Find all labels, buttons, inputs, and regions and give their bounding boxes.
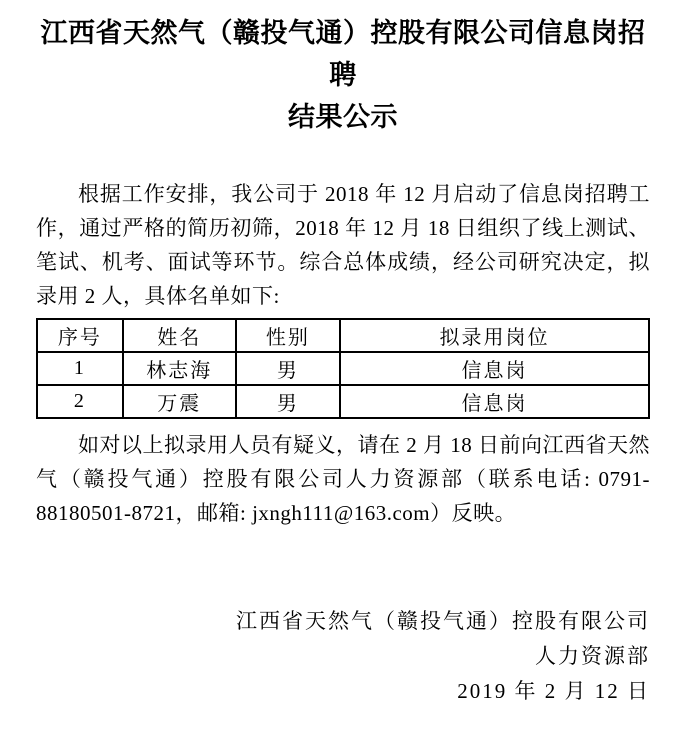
column-header-seq: 序号	[37, 319, 123, 352]
cell-seq: 2	[37, 385, 123, 418]
column-header-name: 姓名	[123, 319, 236, 352]
document-title	[36, 12, 650, 138]
cell-post: 信息岗	[340, 385, 649, 418]
objection-paragraph: 如对以上拟录用人员有疑义，请在 2 月 18 日前向江西省天然气（赣投气通）控股有限公司人力资源部（联系电话: 0791-88180501-8721，邮箱: jxngh111@163.com）反映。	[36, 433, 650, 525]
cell-gender: 男	[236, 385, 340, 418]
cell-name: 万震	[123, 385, 236, 418]
cell-post: 信息岗	[340, 352, 649, 385]
table-row	[37, 352, 649, 385]
title-line-1: 江西省天然气（赣投气通）控股有限公司信息岗招聘	[40, 18, 646, 90]
intro-paragraph: 根据工作安排，我公司于 2018 年 12 月启动了信息岗招聘工作，通过严格的简历初筛，2018 年 12 月 18 日组织了线上测试、笔试、机考、面试等环节。综合总体成绩，经公司研究决定，拟录用 2 人，具体名单如下:	[36, 182, 650, 308]
hire-result-table	[36, 318, 650, 419]
table-row	[37, 385, 649, 418]
cell-name: 林志海	[123, 352, 236, 385]
column-header-post: 拟录用岗位	[340, 319, 649, 352]
signature-date: 2019 年 2 月 12 日	[457, 679, 650, 703]
signature-company: 江西省天然气（赣投气通）控股有限公司	[236, 609, 650, 633]
title-line-2: 结果公示	[288, 102, 398, 132]
cell-seq: 1	[37, 352, 123, 385]
table-header-row	[37, 319, 649, 352]
signature-block	[36, 604, 650, 709]
cell-gender: 男	[236, 352, 340, 385]
column-header-gender: 性别	[236, 319, 340, 352]
signature-department: 人力资源部	[535, 644, 650, 668]
